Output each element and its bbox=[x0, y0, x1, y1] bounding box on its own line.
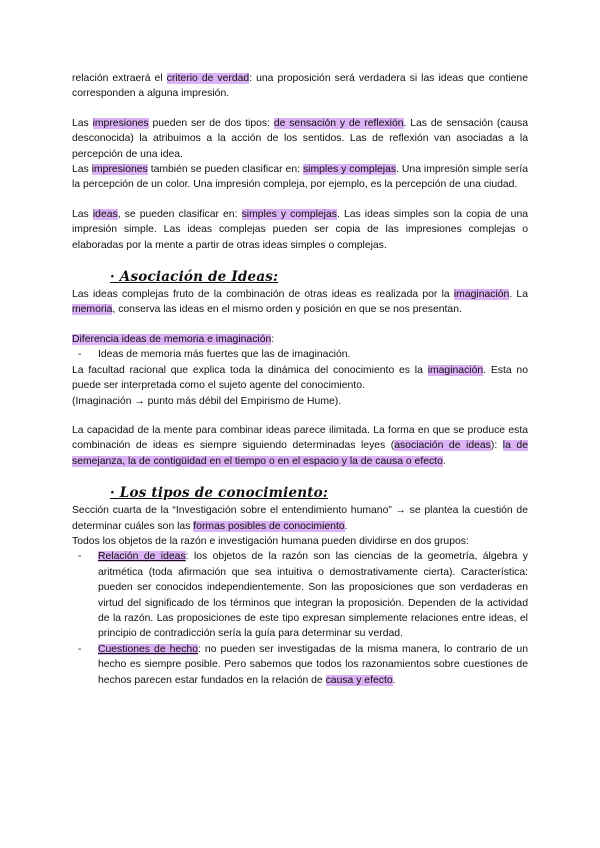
text: La capacidad de la mente para combinar ideas parece ilimitada. La forma en que se produce esta combinación de ideas es siempre siguiendo determinadas leyes ( bbox=[72, 424, 528, 452]
text: ): bbox=[490, 440, 503, 452]
text: : los objetos de la razón son las ciencias de la geometría, álgebra y aritmética (toda afirmación que sea intuitiva o demostrativamente cierta). Característica: pueden ser conocidos independientemente. Son las proposiciones que son verdaderas en virtud del significado de los términos que integran la proposición. Dependen de la actividad de la razón. Las proposiciones de este tipo expresan simplemente relaciones entre ideas, el principio de contradicción sería la guía para determinar su verdad. bbox=[98, 551, 529, 640]
paragraph-diferencia bbox=[72, 332, 528, 347]
text: . Las ideas simples son la copia de una impresión simple. Las ideas complejas pueden ser copia de las impresiones complejas o elaboradas por la mente a partir de otras ideas simples o complejas. bbox=[72, 208, 529, 251]
paragraph-imaginacion-memoria bbox=[72, 287, 528, 318]
dash-bullet: - bbox=[78, 643, 82, 655]
highlight-ideas: ideas bbox=[92, 208, 118, 220]
text: . La bbox=[509, 289, 528, 301]
list-item-cuestiones-de-hecho bbox=[72, 642, 528, 688]
highlight-memoria: memoria bbox=[72, 304, 113, 316]
text: La facultad racional que explica toda la dinámica del conocimiento es la bbox=[72, 364, 428, 376]
paragraph-punto-debil: (Imaginación → punto más débil del Empirismo de Hume). bbox=[72, 395, 342, 407]
paragraph-facultad-racional bbox=[72, 363, 528, 394]
text: relación extraerá el bbox=[72, 73, 167, 84]
list-item-relacion-de-ideas bbox=[72, 549, 528, 641]
highlight-formas-posibles: formas posibles de conocimiento bbox=[193, 520, 345, 532]
dash-bullet: - bbox=[78, 349, 82, 361]
text: Las ideas complejas fruto de la combinación de otras ideas es realizada por la bbox=[72, 289, 454, 301]
highlight-imaginacion: imaginación bbox=[453, 289, 510, 301]
text: Ideas de memoria más fuertes que las de imaginación. bbox=[98, 349, 351, 361]
text: , conserva las ideas en el mismo orden y posición en que se nos presentan. bbox=[112, 304, 462, 316]
paragraph-ideas-clasificacion bbox=[72, 207, 528, 253]
document-page bbox=[72, 71, 528, 688]
highlight-impresiones: impresiones bbox=[91, 164, 148, 176]
paragraph-capacidad-mente bbox=[72, 423, 528, 469]
highlight-imaginacion: imaginación bbox=[427, 364, 484, 376]
highlight-impresiones: impresiones bbox=[92, 117, 149, 129]
text: Las bbox=[72, 117, 93, 129]
highlight-simples-complejas: simples y complejas bbox=[241, 208, 337, 220]
highlight-cuestiones-de-hecho: Cuestiones de hecho bbox=[98, 643, 198, 655]
highlight-criterio-de-verdad: criterio de verdad bbox=[166, 73, 250, 84]
text: . Las de sensación (causa desconocida) la atribuimos a la acción de los sentidos. Las de reflexión van asociadas a la percepción de una idea. bbox=[72, 117, 529, 160]
text: , se pueden clasificar en: bbox=[117, 208, 242, 220]
text: Sección cuarta de la “Investigación sobre el entendimiento humano” → se plantea la cuestión de determinar cuáles son las bbox=[72, 505, 528, 532]
highlight-simples-complejas: simples y complejas bbox=[302, 164, 397, 176]
text: también se pueden clasificar en: bbox=[147, 164, 303, 176]
highlight-leyes-asociacion: la de semejanza, la de contigüidad en el tiempo o en el espacio y la de causa o efecto bbox=[72, 440, 528, 467]
list-item-memoria bbox=[72, 347, 528, 362]
highlight-relacion-de-ideas: Relación de ideas bbox=[98, 551, 186, 563]
text: Las bbox=[72, 208, 93, 220]
text: . bbox=[442, 455, 446, 467]
paragraph-criterio bbox=[72, 71, 528, 102]
text: . bbox=[344, 520, 348, 532]
highlight-diferencia-ideas: Diferencia ideas de memoria e imaginación bbox=[72, 333, 272, 345]
paragraph-seccion-cuarta bbox=[72, 503, 528, 534]
text: : no pueden ser investigadas de la misma manera, lo contrario de un hecho es siempre posible. Pero sabemos que todos los razonamientos sobre cuestiones de hechos parecen estar fundados en la relación de bbox=[98, 643, 528, 686]
text: pueden ser de dos tipos: bbox=[148, 117, 274, 129]
heading-asociacion-de-ideas: · Asociación de Ideas: bbox=[110, 269, 279, 286]
text: . Esta no puede ser interpretada como el sujeto agente del conocimiento. bbox=[72, 364, 528, 392]
text: . Una impresión simple sería la percepción de un color. Una impresión compleja, por ejemplo, es la percepción de una ciudad. bbox=[72, 164, 529, 191]
highlight-sensacion-reflexion: de sensación y de reflexión bbox=[273, 117, 404, 129]
text: Las bbox=[72, 164, 92, 176]
highlight-causa-y-efecto: causa y efecto bbox=[325, 674, 393, 686]
heading-tipos-de-conocimiento: · Los tipos de conocimiento: bbox=[110, 485, 329, 502]
dash-bullet: - bbox=[78, 551, 82, 563]
text: : una proposición será verdadera si las ideas que contiene corresponden a alguna impresión. bbox=[72, 73, 528, 100]
text: . bbox=[392, 674, 396, 686]
paragraph-impresiones-tipos bbox=[72, 116, 528, 162]
paragraph-impresiones-clasificacion bbox=[72, 162, 528, 193]
text: : bbox=[271, 333, 275, 345]
paragraph-dos-grupos: Todos los objetos de la razón e investigación humana pueden dividirse en dos grupos: bbox=[72, 535, 469, 547]
highlight-asociacion-de-ideas: asociación de ideas bbox=[394, 440, 491, 452]
